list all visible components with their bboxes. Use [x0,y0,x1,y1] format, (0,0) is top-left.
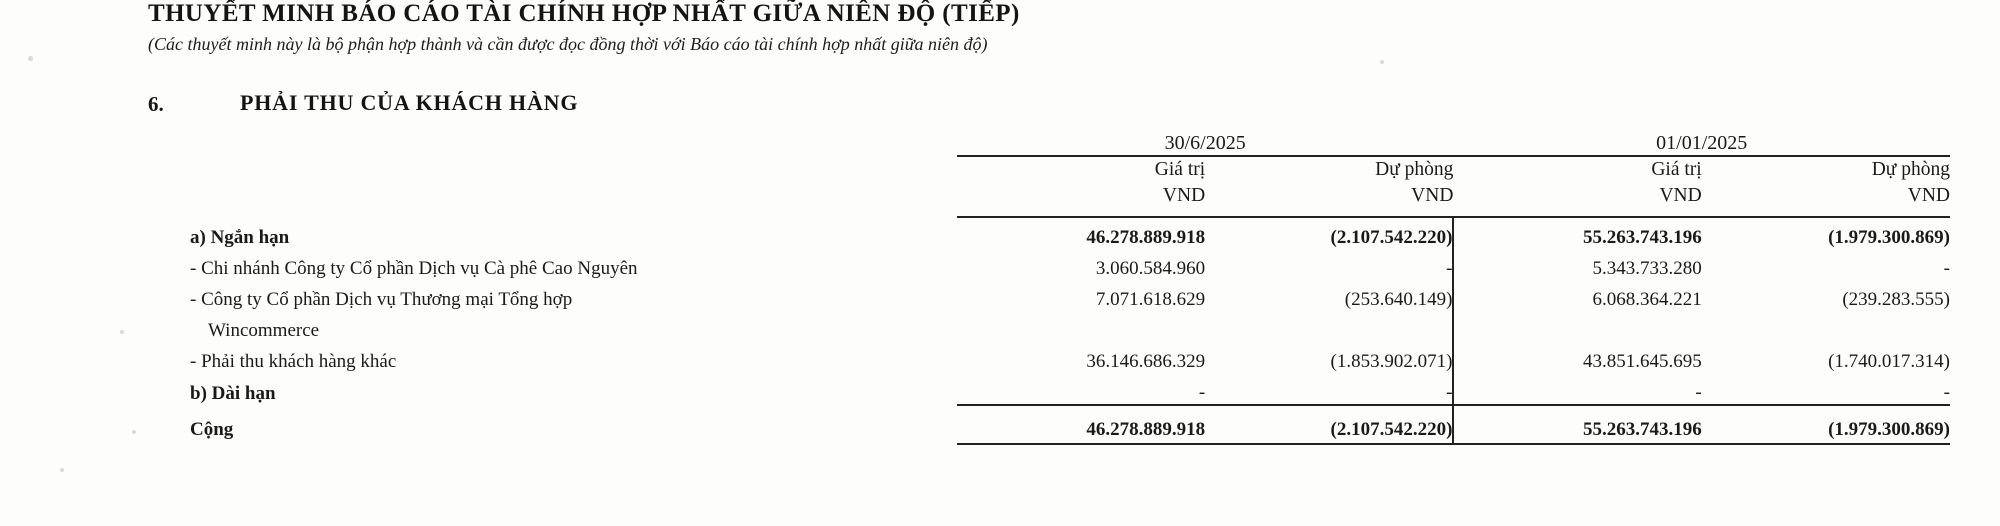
row-value: 6.068.364.221 [1453,280,1701,311]
spacer-cell [150,441,957,444]
spacer-cell [150,132,957,156]
table-row [150,373,1950,405]
row-value: (1.853.902.071) [1330,350,1453,372]
row-label: b) Dài hạn [190,382,276,404]
note-number: 6. [148,92,164,116]
row-label: - Công ty Cổ phần Dịch vụ Thương mại Tổng hợp [190,288,573,310]
total-value: (2.107.542.220) [1330,418,1453,440]
row-value: (253.640.149) [1344,288,1453,310]
table-row [150,342,1950,373]
table-date-header-row [150,132,1950,156]
rule-cell [1453,441,1701,444]
document-title: THUYẾT MINH BÁO CÁO TÀI CHÍNH HỢP NHẤT GIỮA NIÊN ĐỘ (TIẾP) [148,0,1020,27]
row-label: - Chi nhánh Công ty Cổ phần Dịch vụ Cà phê Cao Nguyên [190,257,638,279]
row-label: a) Ngắn hạn [190,226,290,248]
row-label: Wincommerce [208,319,320,341]
column-header-line2: VND [1411,185,1454,207]
row-value: 36.146.686.329 [1086,350,1206,372]
row-value: 7.071.618.629 [1095,288,1206,310]
column-header-line1: Giá trị [1154,159,1206,180]
column-header-line2: VND [1659,185,1702,207]
row-value: 43.851.645.695 [1453,342,1701,373]
header-rule [150,210,1950,217]
total-rule-bottom [150,441,1950,444]
table-row [150,217,1950,249]
scan-speckle [60,468,64,472]
column-header-line1: Dự phòng [1871,159,1950,180]
row-value: - [1446,257,1453,279]
row-value: - [1943,381,1950,403]
column-header-line1: Dự phòng [1375,159,1454,180]
rule-cell [1702,441,1950,444]
table-column-header-row [150,156,1950,210]
column-header-value-prior [1453,156,1701,210]
table-row [150,280,1950,311]
row-value: 55.263.743.196 [1453,217,1701,249]
row-value [957,311,1205,342]
column-header-line1: Giá trị [1651,159,1702,180]
row-value [1453,311,1701,342]
total-value: 55.263.743.196 [1453,410,1701,441]
document-header [148,0,1548,55]
scan-speckle [28,56,33,61]
scan-speckle [1380,60,1384,64]
column-header-value-current [957,156,1205,210]
row-value: - [1453,373,1701,405]
rule-cell [957,441,1205,444]
scan-speckle [132,430,136,434]
row-value: (1.740.017.314) [1828,350,1950,372]
rule-cell [1453,210,1701,217]
rule-cell [1702,210,1950,217]
total-label: Cộng [190,418,234,440]
spacer-cell [150,156,957,210]
column-header-line2: VND [1162,185,1206,207]
row-value: - [1198,381,1206,403]
rule-cell [957,210,1205,217]
document-subtitle: (Các thuyết minh này là bộ phận hợp thành và cần được đọc đồng thời với Báo cáo tài chính hợp nhất giữa niên độ) [148,34,988,54]
column-header-provision-current [1205,156,1453,210]
scan-speckle [120,330,124,334]
row-value: (239.283.555) [1842,288,1950,310]
row-value: 3.060.584.960 [1095,257,1206,279]
row-value [1702,311,1950,342]
row-value: 46.278.889.918 [1086,226,1206,248]
row-value: - [1446,381,1453,403]
spacer-cell [150,210,957,217]
column-header-line2: VND [1907,185,1950,207]
row-value [1205,311,1453,342]
total-row [150,410,1950,441]
total-value: (1.979.300.869) [1828,418,1950,440]
note-heading: PHẢI THU CỦA KHÁCH HÀNG [240,90,579,115]
table-row [150,311,1950,342]
row-label: - Phải thu khách hàng khác [190,350,397,372]
rule-cell [1205,441,1453,444]
table-row [150,249,1950,280]
date-header-current: 30/6/2025 [957,132,1454,156]
column-header-provision-prior [1702,156,1950,210]
row-value: - [1943,257,1950,279]
row-value: 5.343.733.280 [1453,249,1701,280]
row-value: (2.107.542.220) [1330,226,1453,248]
receivables-table [150,132,1950,445]
total-value: 46.278.889.918 [1086,418,1206,440]
rule-cell [1205,210,1453,217]
row-value: (1.979.300.869) [1828,226,1950,248]
date-header-prior: 01/01/2025 [1453,132,1950,156]
